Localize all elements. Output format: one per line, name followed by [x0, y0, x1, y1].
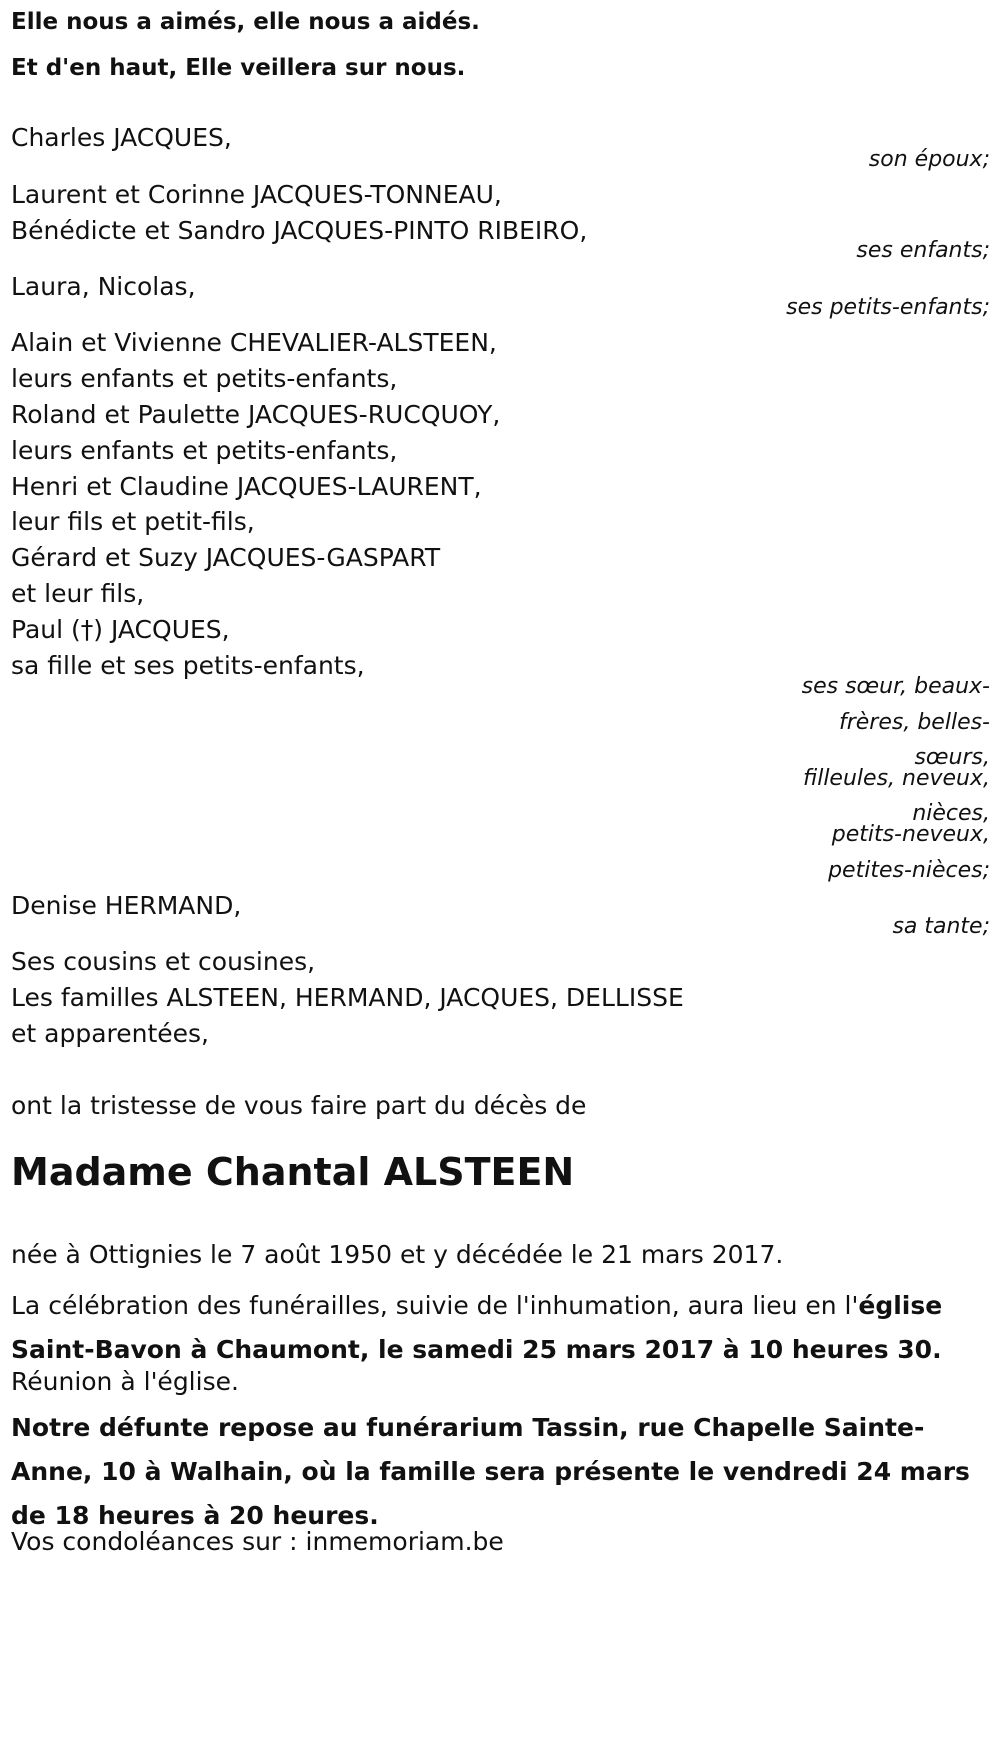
family-relation: sœurs,	[914, 745, 990, 770]
family-name: Les familles ALSTEEN, HERMAND, JACQUES, DELLISSE	[11, 983, 684, 1012]
deceased-name: Madame Chantal ALSTEEN	[11, 1150, 575, 1194]
family-name: leur fils et petit-fils,	[11, 507, 255, 536]
family-name: et leur fils,	[11, 579, 145, 608]
ceremony-details: église Saint-Bavon à Chaumont, le samedi 25 mars 2017 à 10 heures 30.	[11, 1291, 943, 1364]
birth-death-text: née à Ottignies le 7 août 1950 et y décédée le 21 mars 2017.	[11, 1240, 784, 1269]
family-name: Charles JACQUES,	[11, 123, 232, 152]
family-name: leurs enfants et petits-enfants,	[11, 364, 398, 393]
ceremony-intro: La célébration des funérailles, suivie de l'inhumation, aura lieu en l'	[11, 1291, 859, 1320]
announcement-text: ont la tristesse de vous faire part du décès de	[11, 1091, 587, 1120]
ceremony-text	[11, 1284, 990, 1372]
family-name: Laura, Nicolas,	[11, 272, 196, 301]
family-relation: sa tante;	[892, 914, 990, 939]
condolences-text: Vos condoléances sur : inmemoriam.be	[11, 1527, 504, 1556]
family-relation: filleules, neveux,	[803, 766, 990, 791]
family-name: sa fille et ses petits-enfants,	[11, 651, 365, 680]
family-name: Laurent et Corinne JACQUES-TONNEAU,	[11, 180, 502, 209]
family-name: Roland et Paulette JACQUES-RUCQUOY,	[11, 400, 501, 429]
family-name: Paul (†) JACQUES,	[11, 615, 230, 644]
family-name: Denise HERMAND,	[11, 891, 242, 920]
reunion-text: Réunion à l'église.	[11, 1367, 239, 1396]
family-relation: ses sœur, beaux-	[801, 674, 990, 699]
family-name: Ses cousins et cousines,	[11, 947, 316, 976]
family-relation: ses enfants;	[856, 238, 990, 263]
family-relation: petites-nièces;	[828, 858, 990, 883]
family-relation: nièces,	[912, 801, 990, 826]
family-name: leurs enfants et petits-enfants,	[11, 436, 398, 465]
family-relation: ses petits-enfants;	[786, 295, 990, 320]
family-relation: son époux;	[868, 147, 990, 172]
family-name: Gérard et Suzy JACQUES-GASPART	[11, 543, 441, 572]
family-name: Alain et Vivienne CHEVALIER-ALSTEEN,	[11, 328, 497, 357]
family-name: et apparentées,	[11, 1019, 209, 1048]
family-relation: petits-neveux,	[831, 822, 990, 847]
family-relation: frères, belles-	[838, 710, 990, 735]
repose-text: Notre défunte repose au funérarium Tassin, rue Chapelle Sainte-Anne, 10 à Walhain, où la famille sera présente le vendredi 24 mars de 18 heures à 20 heures.	[11, 1413, 970, 1530]
quote-line-1: Elle nous a aimés, elle nous a aidés.	[11, 9, 480, 35]
family-name: Bénédicte et Sandro JACQUES-PINTO RIBEIRO,	[11, 216, 588, 245]
quote-line-2: Et d'en haut, Elle veillera sur nous.	[11, 55, 466, 81]
family-name: Henri et Claudine JACQUES-LAURENT,	[11, 472, 482, 501]
